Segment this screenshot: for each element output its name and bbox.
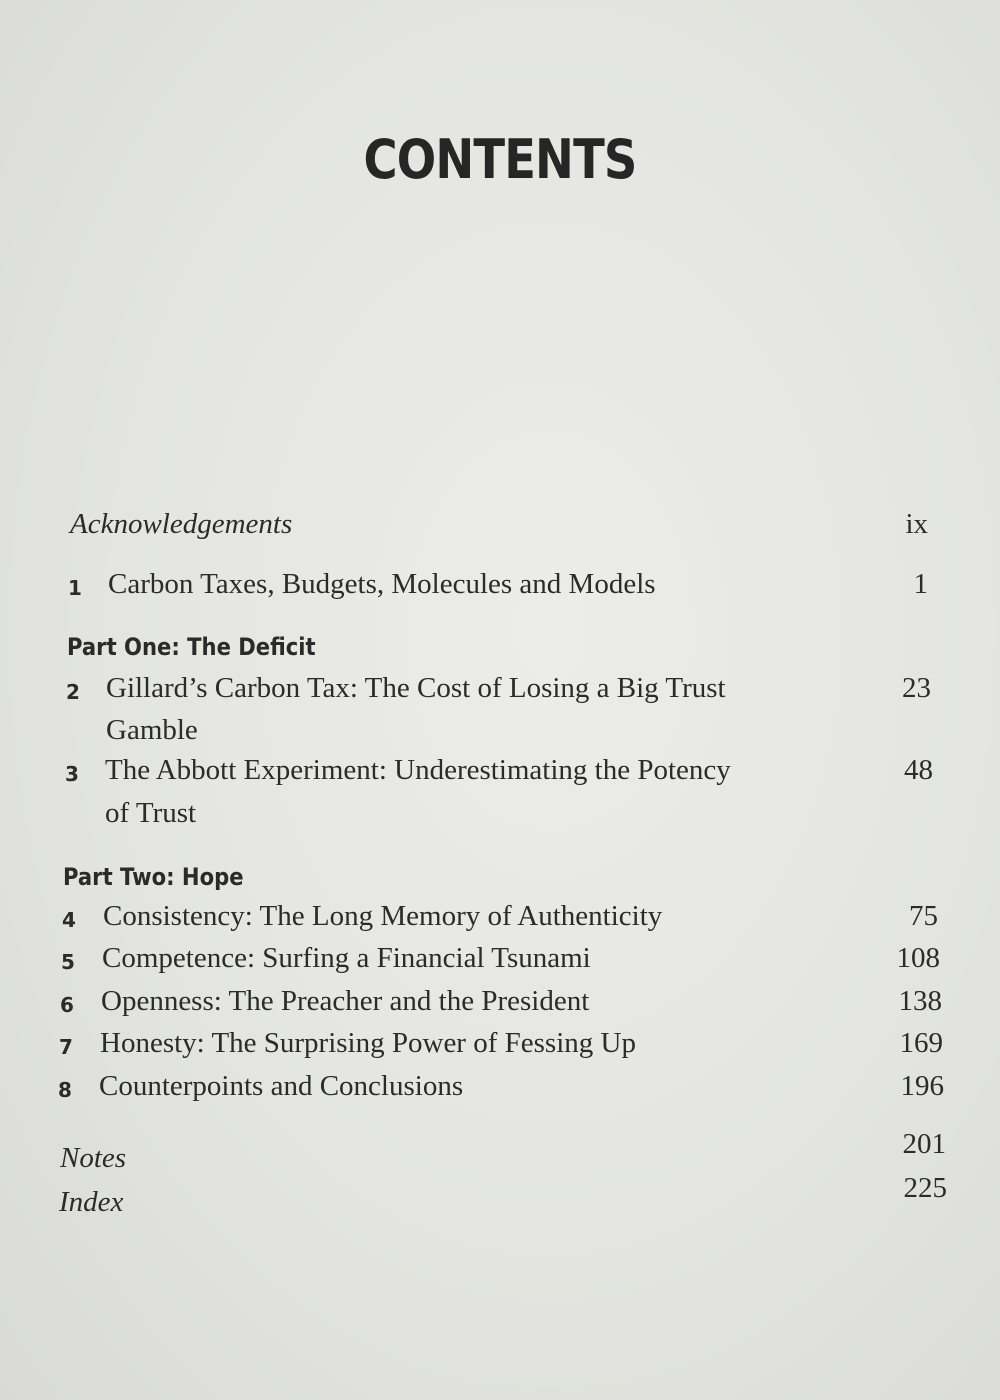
toc-entry-title: Index: [59, 1186, 124, 1218]
toc-entry-chapter-5: [0, 942, 1000, 982]
toc-entry-chapter-1: [0, 568, 1000, 608]
toc-entry-title: Notes: [60, 1142, 127, 1174]
chapter-title: Carbon Taxes, Budgets, Molecules and Models: [108, 568, 656, 600]
chapter-number: 4: [62, 908, 76, 932]
chapter-number: 5: [61, 950, 75, 974]
chapter-page: 169: [899, 1027, 943, 1059]
chapter-number: 3: [65, 762, 79, 786]
chapter-number: 8: [58, 1078, 72, 1102]
toc-entry-page: 201: [902, 1128, 946, 1160]
toc-entry-chapter-4: [0, 900, 1000, 940]
chapter-title: Openness: The Preacher and the President: [101, 985, 590, 1017]
toc-entry-notes: [0, 1128, 1000, 1182]
toc-entry-chapter-6: [0, 985, 1000, 1025]
chapter-title: The Abbott Experiment: Underestimating the Potency: [105, 754, 731, 786]
toc-entry-chapter-7: [0, 1027, 1000, 1067]
toc-entry-chapter-3: [0, 754, 1000, 794]
chapter-page: 75: [909, 900, 938, 932]
chapter-title: Honesty: The Surprising Power of Fessing Up: [100, 1027, 636, 1059]
chapter-page: 48: [904, 754, 933, 786]
chapter-number: 7: [59, 1035, 73, 1059]
toc-entry-page: ix: [905, 508, 928, 540]
chapter-page: 23: [902, 672, 931, 704]
toc-entry-acknowledgements: [0, 508, 1000, 548]
chapter-page: 138: [898, 985, 942, 1017]
toc-entry-index: [0, 1172, 1000, 1226]
toc-entry-chapter-8: [0, 1070, 1000, 1110]
toc-entry-chapter-2-continued: [0, 714, 1000, 754]
chapter-title: Consistency: The Long Memory of Authenticity: [103, 900, 663, 932]
chapter-page: 196: [900, 1070, 944, 1102]
chapter-page: 108: [896, 942, 940, 974]
part-one-heading: Part One: The Deficit: [67, 633, 316, 661]
chapter-title: Gillard’s Carbon Tax: The Cost of Losing a Big Trust: [106, 672, 726, 704]
chapter-title-continued: Gamble: [106, 714, 198, 746]
part-two-heading: Part Two: Hope: [63, 863, 244, 891]
chapter-number: 2: [66, 680, 80, 704]
chapter-title: Competence: Surfing a Financial Tsunami: [102, 942, 591, 974]
chapter-number: 6: [60, 993, 74, 1017]
toc-entry-chapter-2: [0, 672, 1000, 712]
toc-entry-page: 225: [903, 1172, 947, 1204]
page-title: CONTENTS: [363, 128, 637, 191]
chapter-page: 1: [913, 568, 928, 600]
toc-entry-title: Acknowledgements: [70, 508, 293, 540]
chapter-title: Counterpoints and Conclusions: [99, 1070, 464, 1102]
chapter-number: 1: [68, 576, 82, 600]
chapter-title-continued: of Trust: [105, 797, 197, 829]
toc-entry-chapter-3-continued: [0, 797, 1000, 837]
